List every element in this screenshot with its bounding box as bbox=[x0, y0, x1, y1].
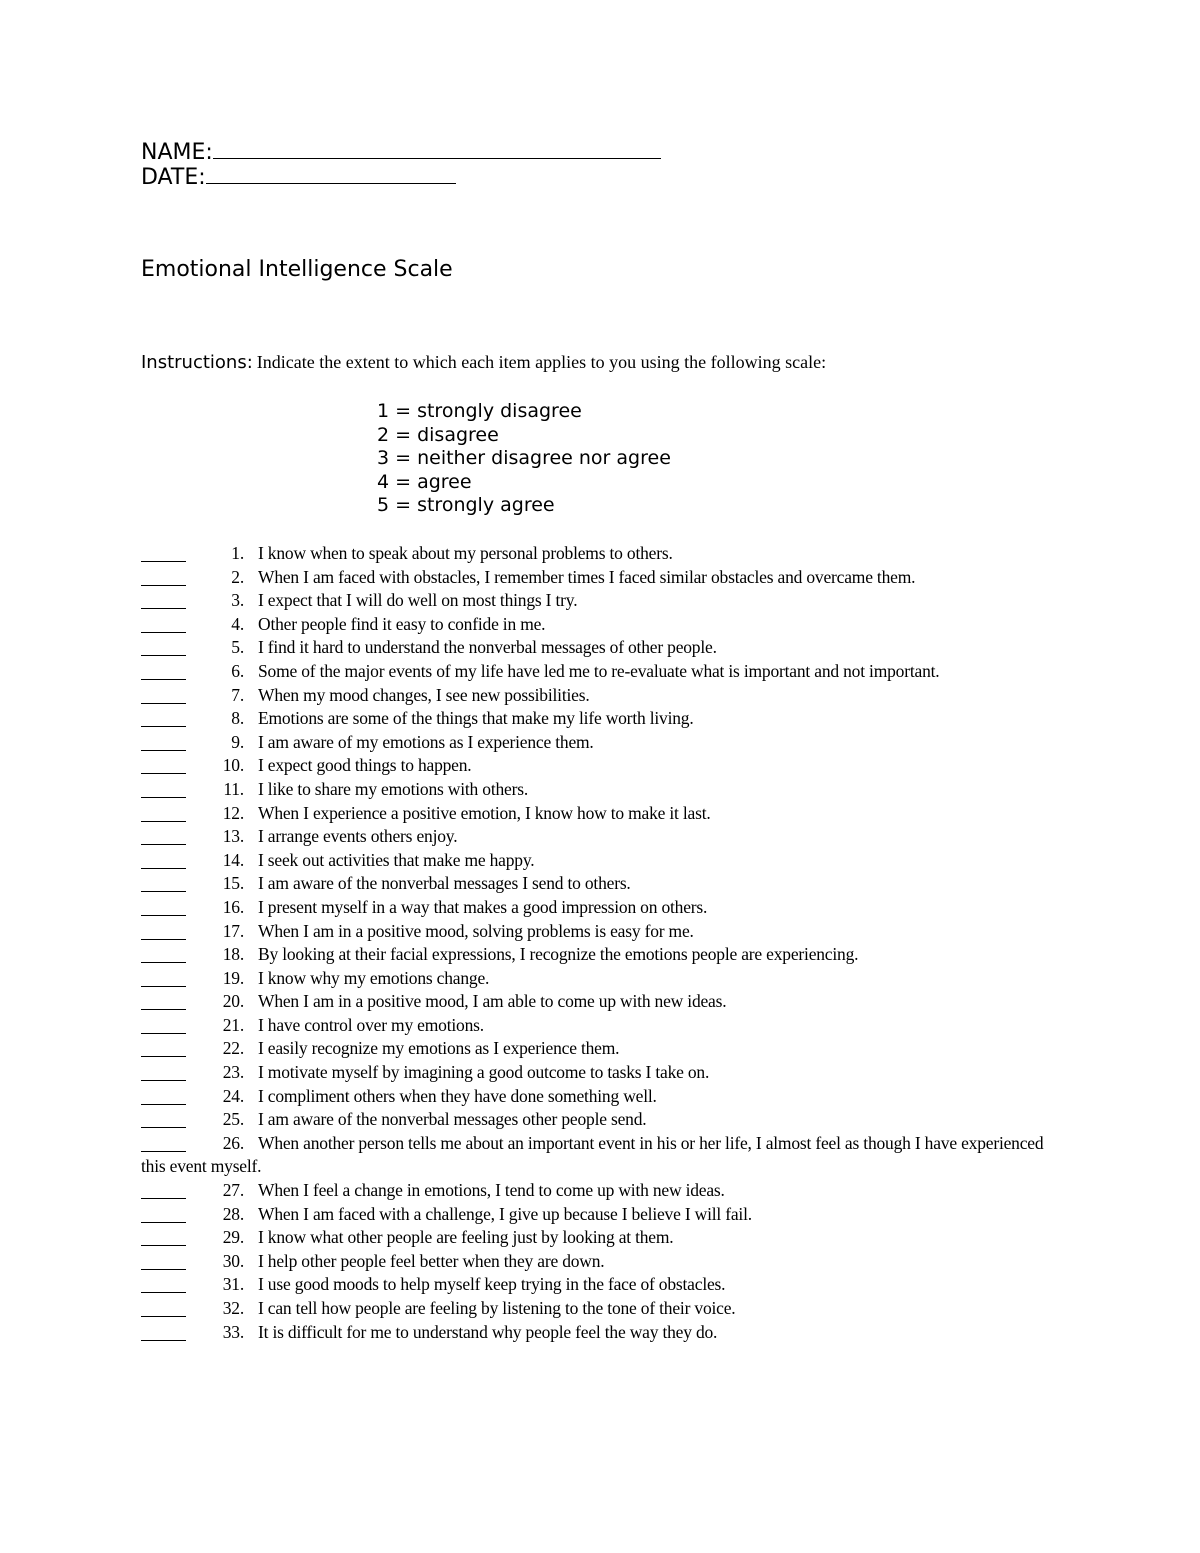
question-number: 8. bbox=[231, 708, 244, 729]
question-number: 12. bbox=[222, 802, 244, 823]
question-number: 28. bbox=[222, 1203, 244, 1224]
question-text: I arrange events others enjoy. bbox=[258, 826, 458, 847]
answer-blank[interactable] bbox=[141, 1321, 186, 1341]
question-item bbox=[141, 731, 1061, 755]
question-item bbox=[141, 1014, 1061, 1038]
question-number: 22. bbox=[222, 1038, 244, 1059]
question-text: When I experience a positive emotion, I know how to make it last. bbox=[258, 802, 711, 823]
question-number: 27. bbox=[222, 1180, 244, 1201]
question-text: I am aware of the nonverbal messages I send to others. bbox=[258, 873, 631, 894]
question-item bbox=[141, 542, 1061, 566]
question-text: When my mood changes, I see new possibilities. bbox=[258, 684, 590, 705]
question-number: 18. bbox=[222, 944, 244, 965]
scale-option: 2 = disagree bbox=[377, 423, 499, 446]
question-number: 24. bbox=[222, 1085, 244, 1106]
question-text: I can tell how people are feeling by listening to the tone of their voice. bbox=[258, 1298, 736, 1318]
question-item bbox=[141, 1179, 1061, 1203]
answer-blank[interactable] bbox=[141, 1273, 186, 1293]
question-item bbox=[141, 589, 1061, 613]
question-item bbox=[141, 896, 1061, 920]
question-text: When I am in a positive mood, solving problems is easy for me. bbox=[258, 920, 694, 941]
date-field-row bbox=[141, 165, 456, 191]
answer-blank[interactable] bbox=[141, 1226, 186, 1246]
question-text: I am aware of the nonverbal messages other people send. bbox=[258, 1109, 647, 1130]
question-text: When I feel a change in emotions, I tend to come up with new ideas. bbox=[258, 1180, 725, 1201]
date-blank-line[interactable] bbox=[206, 165, 456, 184]
question-number: 30. bbox=[222, 1250, 244, 1271]
question-text: Emotions are some of the things that make my life worth living. bbox=[258, 708, 694, 729]
question-text: When I am in a positive mood, I am able to come up with new ideas. bbox=[258, 991, 727, 1012]
question-text: I expect good things to happen. bbox=[258, 755, 472, 776]
question-item bbox=[141, 1132, 1061, 1179]
question-item bbox=[141, 920, 1061, 944]
answer-blank[interactable] bbox=[141, 1179, 186, 1199]
answer-blank[interactable] bbox=[141, 1014, 186, 1034]
question-number: 23. bbox=[222, 1062, 244, 1083]
question-text: I expect that I will do well on most things I try. bbox=[258, 590, 578, 611]
question-text: Some of the major events of my life have led me to re-evaluate what is important and not important. bbox=[258, 660, 940, 681]
question-text: It is difficult for me to understand why people feel the way they do. bbox=[258, 1321, 718, 1342]
question-item bbox=[141, 684, 1061, 708]
question-item bbox=[141, 1250, 1061, 1274]
question-text: I have control over my emotions. bbox=[258, 1014, 484, 1035]
question-item bbox=[141, 707, 1061, 731]
answer-blank[interactable] bbox=[141, 660, 186, 680]
answer-blank[interactable] bbox=[141, 920, 186, 940]
answer-blank[interactable] bbox=[141, 896, 186, 916]
question-text: By looking at their facial expressions, I recognize the emotions people are experiencing. bbox=[258, 944, 859, 965]
answer-blank[interactable] bbox=[141, 1203, 186, 1223]
question-number: 15. bbox=[222, 873, 244, 894]
answer-blank[interactable] bbox=[141, 802, 186, 822]
document-title: Emotional Intelligence Scale bbox=[141, 257, 453, 282]
answer-blank[interactable] bbox=[141, 684, 186, 704]
question-number: 4. bbox=[231, 613, 244, 634]
question-number: 21. bbox=[222, 1014, 244, 1035]
question-text: When I am faced with a challenge, I give up because I believe I will fail. bbox=[258, 1203, 752, 1224]
instructions-label: Instructions: bbox=[141, 352, 253, 373]
question-item bbox=[141, 660, 1061, 684]
question-number: 26. bbox=[222, 1132, 244, 1153]
question-text: Other people find it easy to confide in me. bbox=[258, 613, 546, 634]
question-text: I motivate myself by imagining a good outcome to tasks I take on. bbox=[258, 1062, 710, 1083]
question-number: 32. bbox=[222, 1298, 244, 1318]
scale-option: 5 = strongly agree bbox=[377, 494, 555, 517]
answer-blank[interactable] bbox=[141, 542, 186, 562]
answer-blank[interactable] bbox=[141, 731, 186, 751]
question-text: I like to share my emotions with others. bbox=[258, 778, 529, 799]
question-text: I seek out activities that make me happy. bbox=[258, 849, 535, 870]
question-item bbox=[141, 943, 1061, 967]
answer-blank[interactable] bbox=[141, 754, 186, 774]
scale-option: 1 = strongly disagree bbox=[377, 400, 582, 422]
name-field-row bbox=[141, 140, 661, 166]
question-text: I help other people feel better when they are down. bbox=[258, 1250, 605, 1271]
answer-blank[interactable] bbox=[141, 636, 186, 656]
question-item bbox=[141, 636, 1061, 660]
question-number: 9. bbox=[231, 731, 244, 752]
answer-blank[interactable] bbox=[141, 613, 186, 633]
question-item bbox=[141, 1037, 1061, 1061]
question-text: When another person tells me about an important event in his or her life, I almost feel as though I have experienced this event myself. bbox=[141, 1132, 1044, 1177]
question-text: I am aware of my emotions as I experience them. bbox=[258, 731, 594, 752]
question-number: 3. bbox=[231, 590, 244, 611]
question-item bbox=[141, 1321, 1061, 1345]
question-text: I use good moods to help myself keep trying in the face of obstacles. bbox=[258, 1274, 726, 1295]
question-item bbox=[141, 1108, 1061, 1132]
question-item bbox=[141, 1273, 1061, 1297]
instructions bbox=[141, 352, 826, 373]
question-number: 16. bbox=[222, 896, 244, 917]
name-label: NAME: bbox=[141, 140, 213, 165]
question-text: I present myself in a way that makes a good impression on others. bbox=[258, 896, 708, 917]
question-number: 6. bbox=[231, 660, 244, 681]
question-text: When I am faced with obstacles, I remember times I faced similar obstacles and overcame them. bbox=[258, 566, 916, 587]
answer-blank[interactable] bbox=[141, 872, 186, 892]
question-item bbox=[141, 872, 1061, 896]
question-text: I know what other people are feeling just by looking at them. bbox=[258, 1227, 674, 1248]
question-text: I know why my emotions change. bbox=[258, 967, 490, 988]
question-number: 10. bbox=[222, 755, 244, 776]
question-item bbox=[141, 990, 1061, 1014]
answer-blank[interactable] bbox=[141, 1085, 186, 1105]
question-item bbox=[141, 825, 1061, 849]
answer-blank[interactable] bbox=[141, 825, 186, 845]
name-blank-line[interactable] bbox=[213, 140, 661, 159]
question-number: 14. bbox=[222, 849, 244, 870]
question-item bbox=[141, 1061, 1061, 1085]
question-item bbox=[141, 566, 1061, 590]
question-number: 31. bbox=[222, 1274, 244, 1295]
question-number: 25. bbox=[222, 1109, 244, 1130]
scale-option: 4 = agree bbox=[377, 470, 472, 493]
question-item bbox=[141, 613, 1061, 637]
answer-blank[interactable] bbox=[141, 778, 186, 798]
date-label: DATE: bbox=[141, 165, 206, 190]
question-list bbox=[141, 542, 1061, 1344]
answer-blank[interactable] bbox=[141, 1061, 186, 1081]
question-text: I find it hard to understand the nonverbal messages of other people. bbox=[258, 637, 717, 658]
question-item bbox=[141, 1297, 1061, 1321]
question-text: I know when to speak about my personal problems to others. bbox=[258, 543, 673, 563]
question-item bbox=[141, 1085, 1061, 1109]
answer-blank[interactable] bbox=[141, 1250, 186, 1270]
answer-blank[interactable] bbox=[141, 1132, 186, 1152]
question-number: 5. bbox=[231, 637, 244, 658]
question-item bbox=[141, 802, 1061, 826]
question-number: 20. bbox=[222, 991, 244, 1012]
scale-option: 3 = neither disagree nor agree bbox=[377, 447, 671, 470]
question-text: I compliment others when they have done something well. bbox=[258, 1085, 657, 1106]
instructions-text: Indicate the extent to which each item applies to you using the following scale: bbox=[256, 352, 827, 372]
answer-blank[interactable] bbox=[141, 1037, 186, 1057]
question-number: 13. bbox=[222, 826, 244, 847]
question-item bbox=[141, 778, 1061, 802]
question-number: 19. bbox=[222, 967, 244, 988]
question-number: 33. bbox=[222, 1321, 244, 1342]
answer-blank[interactable] bbox=[141, 707, 186, 727]
answer-blank[interactable] bbox=[141, 566, 186, 586]
question-item bbox=[141, 1226, 1061, 1250]
question-item bbox=[141, 849, 1061, 873]
question-number: 1. bbox=[231, 543, 244, 563]
question-item bbox=[141, 967, 1061, 991]
question-text: I easily recognize my emotions as I experience them. bbox=[258, 1038, 620, 1059]
answer-blank[interactable] bbox=[141, 967, 186, 987]
question-number: 11. bbox=[223, 778, 244, 799]
question-number: 29. bbox=[222, 1227, 244, 1248]
answer-blank[interactable] bbox=[141, 849, 186, 869]
rating-scale bbox=[377, 400, 671, 518]
question-number: 2. bbox=[231, 566, 244, 587]
answer-blank[interactable] bbox=[141, 1108, 186, 1128]
question-item bbox=[141, 1203, 1061, 1227]
answer-blank[interactable] bbox=[141, 589, 186, 609]
answer-blank[interactable] bbox=[141, 990, 186, 1010]
question-number: 17. bbox=[222, 920, 244, 941]
answer-blank[interactable] bbox=[141, 1297, 186, 1317]
answer-blank[interactable] bbox=[141, 943, 186, 963]
question-number: 7. bbox=[231, 684, 244, 705]
question-item bbox=[141, 754, 1061, 778]
